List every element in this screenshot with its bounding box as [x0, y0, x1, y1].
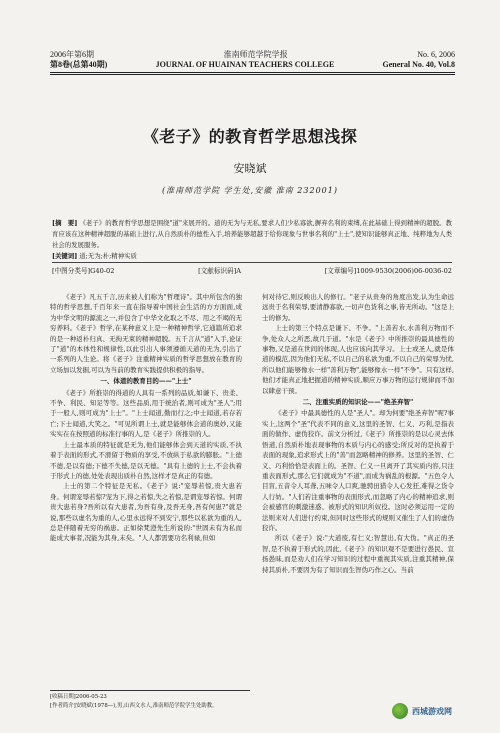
author-name: 安晓斌: [233, 162, 267, 175]
keywords-text: 道;无为;朴;精神实质: [79, 252, 137, 260]
paragraph: 上士的第二个特征是无私。《老子》说:"宠辱若惊,贵大患若身。何谓宠辱若惊?宠为下,得之若惊,失之若惊,是谓宠辱若惊。何谓贵大患若身?吾所以有大患者,为吾有身,及吾无身,吾有何患?"就是说,那些以虚名为重的人,心里永远得不到安宁,那些以私欲为重的人,总是伴随着无穷的祸患。正如徐梵澄先生所说的:"世固未有为私而能成大事者,况能为其身,末矣。"人人都需要功名利禄,但如: [50, 482, 242, 543]
abstract-label: [摘 要]: [52, 219, 78, 227]
paragraph: 上士的第三个特点是谦下、不争。"上善若水,水善利万物而不争,处众人之所恶,故几于道。"水是《老子》中所推崇的最具德性的事物,又是道在世间的体现,人也应该向其学习。上士或圣人,就是体道的模范,因为他们无私,不以自己的私欲为重,不以自己的荣辱为忧,所以他们能够像水一样"善利万物",能够像水一样"不争"。只有这样,他们才能真正地把握道的精神实质,顺应万事万物的运行规律而不加以肆意干预。: [262, 324, 454, 395]
clc-number: [中图分类号]G40-02: [52, 267, 115, 275]
volume-left: 第8卷(总第40期): [50, 60, 108, 69]
issue-left: 2006年第6期: [50, 50, 94, 59]
abstract-text: 《老子》的教育哲学思想是围绕"道"来展开的。道的无为与无私,要求人们少私寡欲,摒弃名利的束缚,在此基础上得到精神的超脱。教育应该在这种精神超脱的基础上进行,从自然质朴的德性入手,培养能够超越于给你现象与世事名利的"上士",使知识能够真正地、纯粹地为人类社会的发展服务。: [52, 219, 452, 249]
footnote-rule: [50, 690, 250, 691]
section-heading-1: 一、体道的教育目的——"上士": [100, 377, 192, 386]
author-bio: [作者简介]安晓斌(1978—),男,山西文水人,淮南师范学院学生处助教。: [50, 703, 218, 709]
footnote-block: [50, 690, 250, 711]
journal-name-cn: 淮南师范学院学报: [223, 50, 288, 59]
paragraph: 所以《老子》说:"大道废,有仁义;智慧出,有大伪。"真正的圣智,是不执着于形式的,因此,《老子》的知识观不是要进行愚民、宣扬愚昧,而是劝人们在学习知识的过程中重视其实质,注重其精神,保持其质朴,不要因为有了知识而生智伪巧作之心。当前: [262, 534, 454, 574]
classification-meta: [52, 266, 452, 276]
header-rule-thick: [50, 72, 455, 73]
volume-right: General No. 40, Vol.8: [382, 60, 455, 69]
header-rule-thin: [50, 74, 455, 75]
right-column: [262, 292, 454, 575]
watermark-logo-icon: [392, 703, 408, 719]
paragraph: 《老子》凡五千言,历来被人们称为"哲理诗"。其中所包含的独特的哲学思想,千百年来一直在指导着中国社会生活的方方面面,成为中华文明的源流之一,并包含了中华文化取之不尽、用之不竭的无穷养料。《老子》哲学,在某种意义上是一种精神哲学,它通篇所追求的是一种返朴归真、无拘无束的精神超脱。五千言从"道"入手,论证了"道"的本体性和规律性,以此引出人事须遵循天道的无为,引出了一系列的人生论。将《老子》注重精神实质的哲学思想放在教育的立场加以发掘,可以为当前的教育实践提供积极的指导。: [50, 293, 242, 374]
paragraph: 《老子》中最具德性的人是"圣人"。却为何要"绝圣弃智"呢?事实上,这两个"圣"代表不同的意义,这里的圣智、仁义、巧利,是指表面的做作、虚伪狡诈。前文分析过,《老子》所推崇的是以心灵去体悟道,自然质朴地表现事物的本质与内心的感受;所反对的是执着于表面的现象,追求形式上的"善"而忽略精神的修养。这里的圣智、仁义、巧利恰恰是表面上的。圣智、仁义一旦离开了其实质内容,只注重表面形式,那么它们就成为"不道",而成为祸乱的根源。"五色令人目盲,五音令人耳聋,五味令人口爽,驰骋田猎令人心发狂,难得之货令人行妨。"人们若注重事物的表面形式,而忽略了内心的精神追求,则会被感官的刺激迷惑、被形式的知识所奴役。这时必须运用一定的法则来对人们进行约束,但同时这些形式的规则又催生了人们的虚伪狡诈。: [262, 409, 454, 532]
journal-header: [50, 50, 455, 75]
received-date: [收稿日期]2006-05-23: [50, 694, 107, 700]
article-title: 《老子》的教育哲学思想浅探: [142, 127, 358, 146]
site-watermark: [392, 700, 492, 722]
watermark-text: 西城游戏网: [412, 706, 452, 716]
author-affiliation: (淮南师范学院 学生处,安徽 淮南 232001): [162, 186, 338, 195]
section-heading-2: 二、注重实质的知识论——"绝圣弃智": [302, 398, 414, 407]
keywords-label: [关键词]: [52, 252, 78, 260]
issue-right: No. 6, 2006: [417, 50, 455, 59]
meta-rule: [52, 262, 452, 263]
paragraph: 《老子》所推崇的得道的人具有一系列的品质,如谦下、贵柔、不争、利民、知足等等。这些品质,用于统治者,则可成为"圣人";用于一般人,则可成为"上士"。"上士闻道,勤而行之;中士闻道,若存若亡;下士闻道,大笑之。"可见所谓上士,就是能够体会道的奥妙,又能实实在在按照道的标准行事的人,是《老子》所推崇的人。: [50, 388, 242, 439]
left-column: [50, 292, 242, 544]
abstract-block: [52, 218, 452, 262]
article-number: [文章编号]1009-9530(2006)06-0036-02: [324, 267, 452, 275]
doc-code: [文献标识码]A: [198, 267, 241, 275]
journal-name-en: JOURNAL OF HUAINAN TEACHERS COLLEGE: [155, 60, 335, 69]
paragraph: 上士最本质的特征就是无为,他们能够体会到天道的实质,不执着于表面的形式,不滑留于物质的享受,不放纵于私欲的膨胀。"上德不德,是以有德;下德不失德,是以无德。"具有上德的上士,不会执着于形式上的德,处处表现出质朴自然,这样才是真正的有德。: [50, 440, 242, 480]
paragraph: 何对待它,则反映出人的修行。"老子从贵身的角度出发,认为生命远远贵于名利荣辱,要清静寡欲,一切声色货利之事,皆无所动。"这是上士的修为。: [262, 293, 454, 322]
